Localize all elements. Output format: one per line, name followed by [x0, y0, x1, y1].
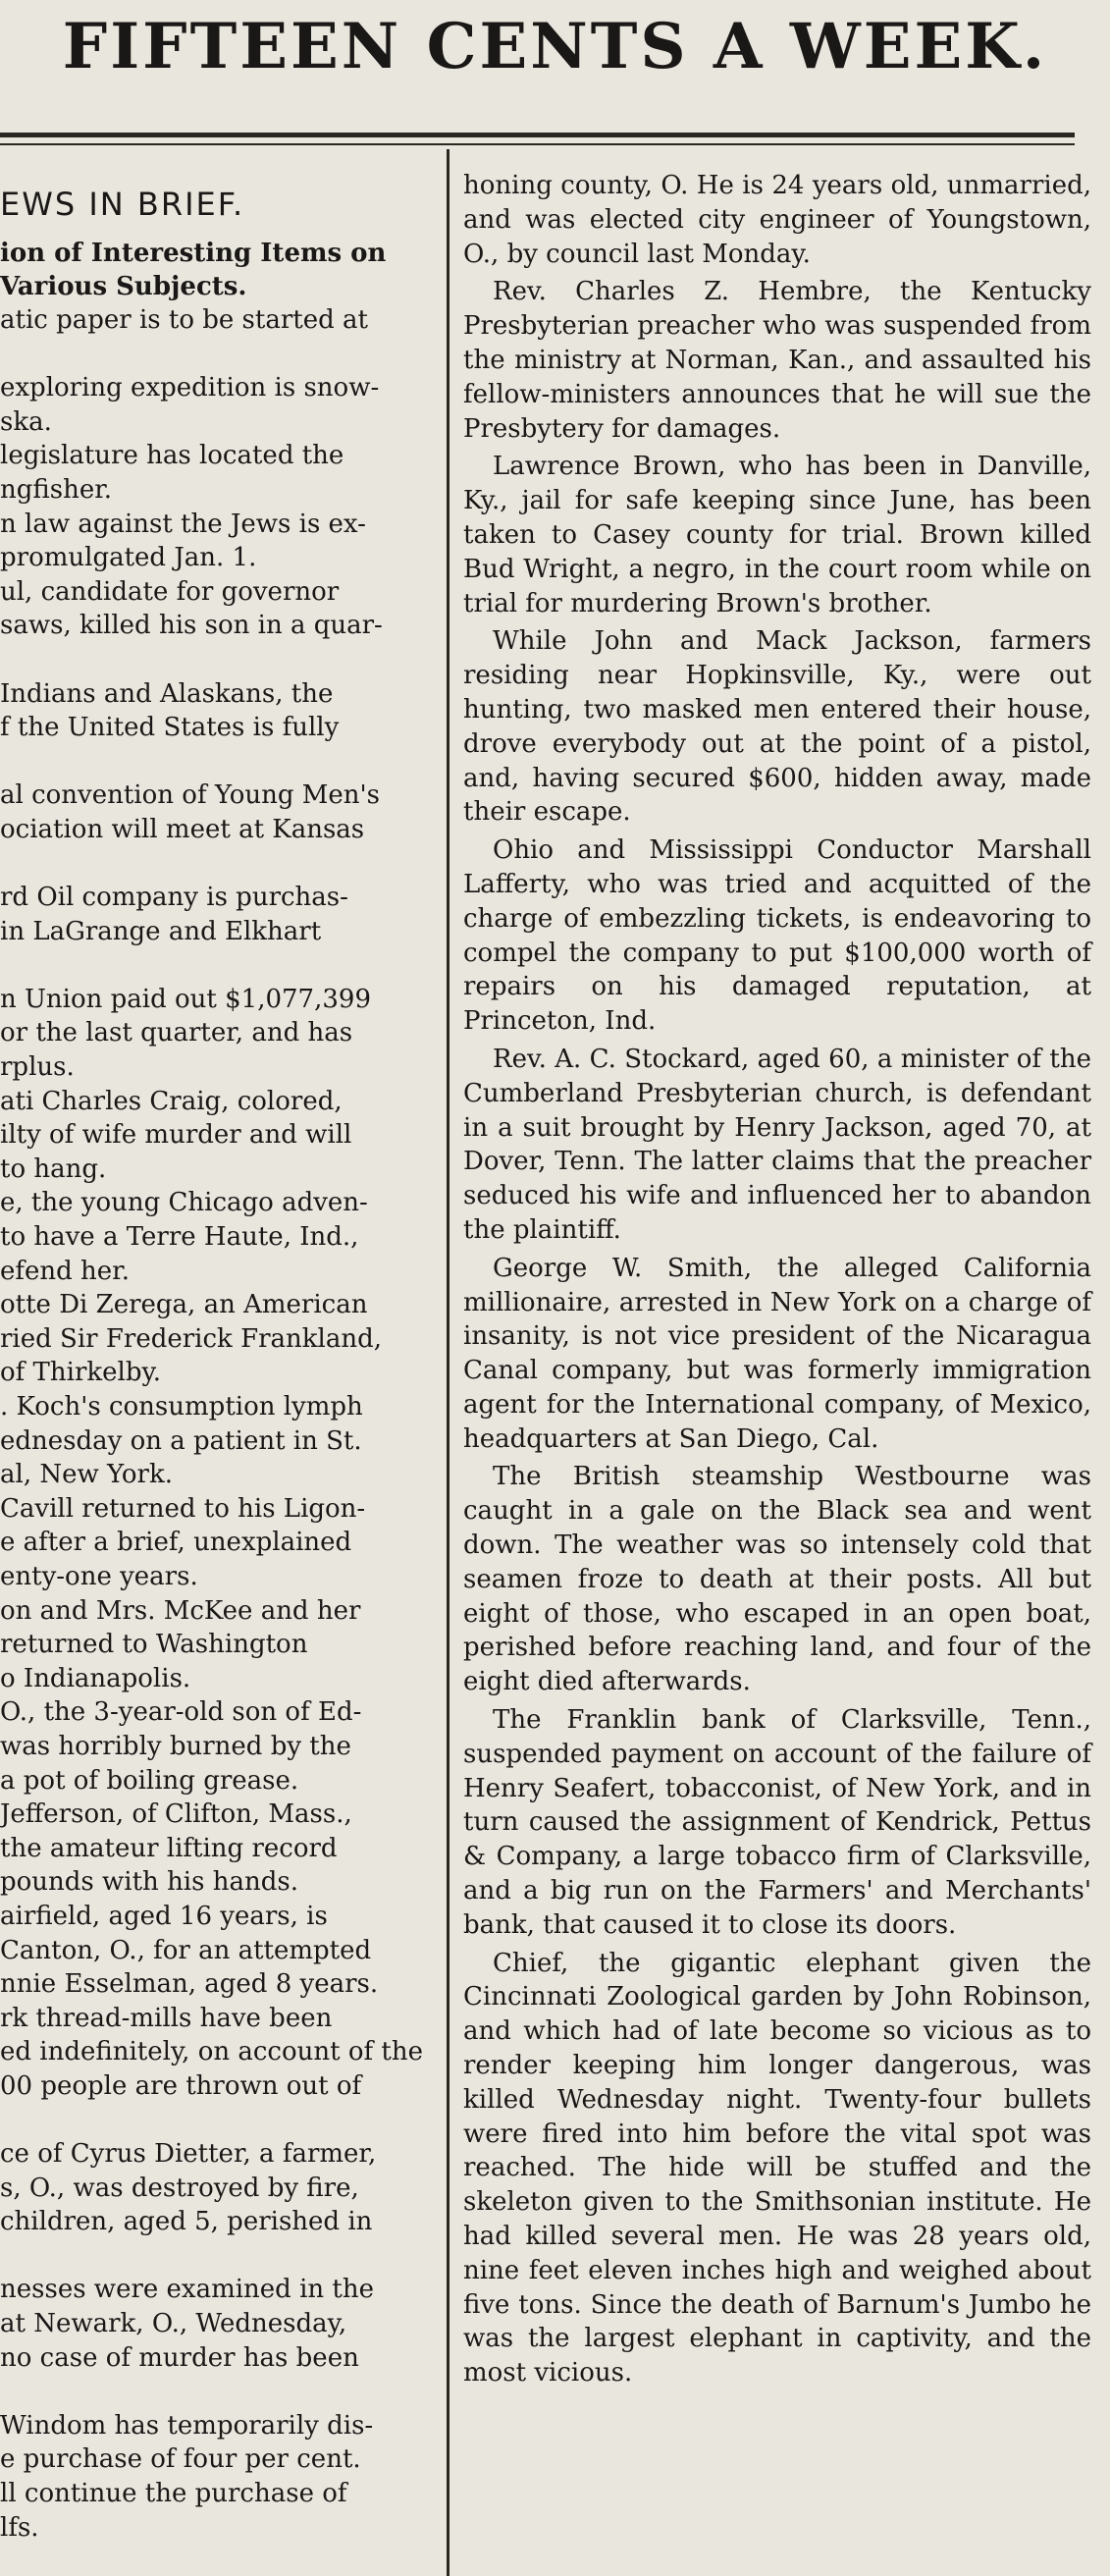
news-line: rplus. [0, 1052, 75, 1083]
news-line: or the last quarter, and has [0, 1018, 353, 1048]
news-line: airfield, aged 16 years, is [0, 1901, 328, 1931]
section-subheading [0, 237, 432, 303]
news-line: Canton, O., for an attempted [0, 1935, 372, 1965]
news-line: . Koch's consumption lymph [0, 1392, 363, 1422]
news-line: nnie Esselman, aged 8 years. [0, 1969, 379, 2000]
masthead-rule-thin [0, 143, 1075, 145]
news-line: ried Sir Frederick Frankland, [0, 1323, 383, 1354]
news-line: ngfisher. [0, 474, 113, 505]
news-line: returned to Washington [0, 1630, 308, 1660]
news-line: the amateur lifting record [0, 1833, 338, 1863]
news-line: otte Di Zerega, an American [0, 1290, 368, 1320]
news-line: no case of murder has been [0, 2342, 359, 2373]
news-line: ul, candidate for governor [0, 576, 340, 607]
section-heading: EWS IN BRIEF. [0, 186, 245, 223]
subheading-line: Various Subjects. [0, 272, 247, 301]
news-line [0, 338, 432, 372]
news-item: Ohio and Mississippi Conductor Marshall Lafferty, who was tried and acquitted of the charge of embezzling tickets, is endeavoring to compel the company to put $100,000 worth of repairs on his damaged reputation, at Princeton, Ind. [463, 835, 1091, 1037]
news-line: lfs. [0, 2512, 39, 2543]
news-item: The Franklin bank of Clarksville, Tenn., suspended payment on account of the failure of Henry Seafert, tobacconist, of New York, and in turn caused the assignment of Kendrick, Pettus & Company, a large tobacco firm of Clarksville, and a big run on the Farmers' and Merchants' bank, that caused it to close its doors. [463, 1705, 1091, 1940]
news-line: was horribly burned by the [0, 1731, 351, 1761]
news-line: O., the 3-year-old son of Ed- [0, 1697, 362, 1728]
news-line: ska. [0, 406, 52, 437]
news-line: children, aged 5, perished in [0, 2207, 373, 2237]
column-divider [447, 149, 449, 2576]
masthead-title: FIFTEEN CENTS A WEEK. [62, 10, 1048, 83]
news-line: ilty of wife murder and will [0, 1120, 352, 1151]
news-item: While John and Mack Jackson, farmers residing near Hopkinsville, Ky., were out hunting, two masked men entered their house, drove everybody out at the point of a pistol, and, having secured $600, hidden away, made their escape. [463, 626, 1091, 828]
news-line: ati Charles Craig, colored, [0, 1086, 343, 1116]
news-line: of Thirkelby. [0, 1358, 161, 1388]
news-line: n law against the Jews is ex- [0, 509, 366, 539]
left-column-text [0, 303, 432, 2545]
news-item: The British steamship Westbourne was caught in a gale on the Black sea and went down. The weather was so intensely cold that seamen froze to death at their posts. All but eight of those, who escaped in an open boat, perished before reaching land, and four of the eight died afterwards. [463, 1462, 1091, 1697]
news-line: e, the young Chicago adven- [0, 1188, 368, 1218]
news-line: ed indefinitely, on account of the [0, 2037, 423, 2067]
news-line: al, New York. [0, 1460, 174, 1490]
news-line [0, 643, 432, 677]
news-line: Windom has temporarily dis- [0, 2410, 374, 2441]
news-line: on and Mrs. McKee and her [0, 1595, 361, 1626]
news-line: to have a Terre Haute, Ind., [0, 1222, 359, 1253]
news-line: promulgated Jan. 1. [0, 543, 257, 573]
news-line: at Newark, O., Wednesday, [0, 2309, 347, 2339]
news-line: 00 people are thrown out of [0, 2070, 362, 2101]
news-line: al convention of Young Men's [0, 780, 381, 811]
news-line: f the United States is fully [0, 713, 340, 743]
left-column [0, 172, 432, 2545]
news-line: enty-one years. [0, 1561, 198, 1591]
news-line: efend her. [0, 1256, 131, 1286]
subheading-line: ion of Interesting Items on [0, 239, 387, 268]
news-line: s, O., was destroyed by fire, [0, 2173, 359, 2203]
news-line: a pot of boiling grease. [0, 1765, 299, 1796]
news-line: ce of Cyrus Dietter, a farmer, [0, 2139, 377, 2170]
news-item: Chief, the gigantic elephant given the Cincinnati Zoological garden by John Robinson, and which had of late become so vicious as to render keeping him longer dangerous, was killed Wednesday night. Twenty-four bullets were fired into him before the vital spot was reached. The hide will be stuffed and the skeleton given to the Smithsonian institute. He had killed several men. He was 28 years old, nine feet eleven inches high and weighed about five tons. Since the death of Barnum's Jumbo he was the largest elephant in captivity, and the most vicious. [463, 1948, 1091, 2388]
news-line: to hang. [0, 1154, 107, 1184]
news-item: George W. Smith, the alleged California millionaire, arrested in New York on a charge of insanity, is not vice president of the Nicaragua Canal company, but was formerly immigration agent for the International company, of Mexico, headquarters at San Diego, Cal. [463, 1253, 1091, 1454]
masthead-rule-thick [0, 133, 1075, 137]
news-line: Indians and Alaskans, the [0, 678, 334, 709]
news-line: saws, killed his son in a quar- [0, 611, 383, 641]
news-line [0, 745, 432, 779]
news-line: rk thread-mills have been [0, 2003, 333, 2033]
news-line [0, 2375, 432, 2409]
news-line: ll continue the purchase of [0, 2479, 347, 2508]
news-line [0, 948, 432, 983]
news-line: o Indianapolis. [0, 1663, 191, 1693]
news-line [0, 847, 432, 882]
news-line [0, 2103, 432, 2137]
news-line: e after a brief, unexplained [0, 1528, 352, 1558]
news-item: honing county, O. He is 24 years old, unmarried, and was elected city engineer of Youngstown, O., by council last Monday. [463, 171, 1091, 269]
news-line: atic paper is to be started at [0, 305, 368, 335]
news-line: in LaGrange and Elkhart [0, 916, 322, 946]
news-line: pounds with his hands. [0, 1867, 298, 1898]
news-item: Rev. A. C. Stockard, aged 60, a minister of the Cumberland Presbyterian church, is defendant in a suit brought by Henry Jackson, aged 70, at Dover, Tenn. The latter claims that the preacher seduced his wife and influenced her to abandon the plaintiff. [463, 1044, 1091, 1245]
news-line: nesses were examined in the [0, 2275, 374, 2305]
news-line: legislature has located the [0, 441, 344, 471]
news-line: exploring expedition is snow- [0, 373, 380, 403]
news-line: ednesday on a patient in St. [0, 1425, 362, 1456]
news-line: Cavill returned to his Ligon- [0, 1493, 366, 1524]
right-column [463, 169, 1091, 2394]
news-line [0, 2239, 432, 2274]
news-item: Rev. Charles Z. Hembre, the Kentucky Presbyterian preacher who was suspended from the ministry at Norman, Kan., and assaulted his fellow-ministers announces that he will sue the Presbytery for damages. [463, 277, 1091, 444]
news-line: n Union paid out $1,077,399 [0, 984, 371, 1014]
news-line: rd Oil company is purchas- [0, 883, 348, 913]
news-line: ociation will meet at Kansas [0, 814, 365, 844]
news-line: e purchase of four per cent. [0, 2444, 361, 2475]
news-line: Jefferson, of Clifton, Mass., [0, 1799, 352, 1830]
news-item: Lawrence Brown, who has been in Danville, Ky., jail for safe keeping since June, has been taken to Casey county for trial. Brown killed Bud Wright, a negro, in the court room while on trial for murdering Brown's brother. [463, 452, 1091, 618]
